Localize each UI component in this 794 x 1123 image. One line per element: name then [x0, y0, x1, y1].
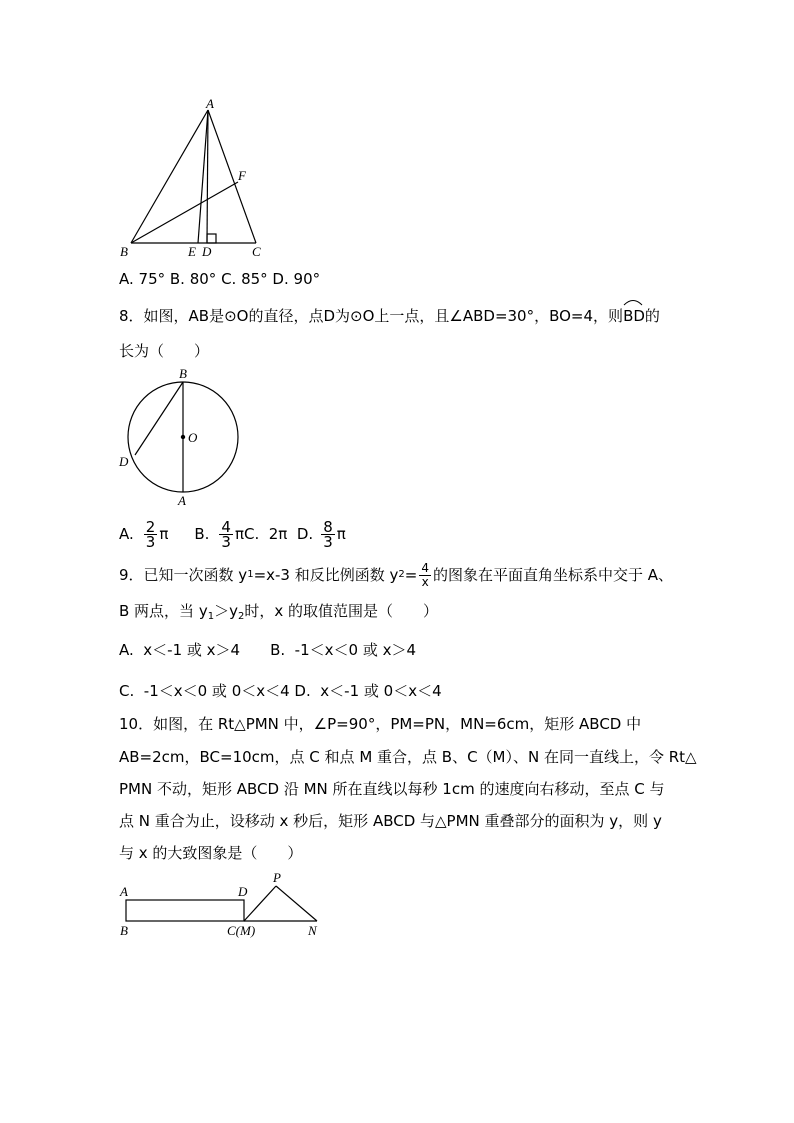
- q8-stem-part2: 的: [644, 307, 660, 325]
- q8-option-a-frac: [144, 517, 158, 551]
- q8-label-D: D: [119, 454, 129, 469]
- q8-stem-part1: 8．如图，AB是⊙O的直径，点D为⊙O上一点，且∠ABD=30°，BO=4，则: [119, 307, 624, 325]
- frac-num: 4: [221, 517, 231, 536]
- q8-arc-label: BD: [623, 307, 645, 325]
- q8-label-B: B: [179, 366, 187, 381]
- q8-option-b-frac: [219, 517, 233, 551]
- q8-option-a-suffix: π: [159, 525, 169, 543]
- frac-den: x: [421, 574, 429, 589]
- q10-label-D: D: [238, 884, 248, 899]
- q8-label-A: A: [178, 493, 186, 508]
- frac-num: 8: [323, 517, 333, 536]
- q7-label-E: E: [188, 244, 196, 259]
- q10-label-N: N: [308, 923, 317, 938]
- q8-circle-figure: [112, 364, 247, 510]
- q9-sub2: 2: [398, 569, 405, 580]
- q8-option-d-suffix: π: [336, 525, 346, 543]
- q9-sub1: 1: [247, 569, 254, 580]
- q10-line3: PMN 不动，矩形 ABCD 沿 MN 所在直线以每秒 1cm 的速度向右移动，至点 C 与: [119, 780, 665, 798]
- q8-option-b-prefix: B.: [194, 525, 210, 543]
- q7-label-D: D: [202, 244, 212, 259]
- q10-line4: 点 N 重合为止，设移动 x 秒后，矩形 ABCD 与△PMN 重叠部分的面积为 y，则 y: [119, 812, 662, 830]
- q9-stem-a: 9．已知一次函数 y: [119, 566, 248, 584]
- q8-label-O: O: [188, 430, 198, 445]
- q9-frac: [419, 562, 431, 589]
- q10-line5: 与 x 的大致图象是（ ）: [119, 844, 303, 862]
- q9-stem-b: =x-3 和反比例函数 y: [253, 566, 399, 584]
- q8-arc-bd: [623, 305, 645, 327]
- frac-num: 2: [145, 517, 156, 536]
- frac-den: 3: [323, 532, 333, 551]
- q9-line2-sub1: 1: [207, 611, 215, 622]
- q7-label-A: A: [206, 96, 214, 111]
- q9-stem-line2: [119, 600, 438, 628]
- q10-label-A: A: [120, 884, 128, 899]
- q8-stem-line1: [119, 305, 660, 327]
- q10-rect-triangle-figure: [112, 866, 332, 942]
- q8-options: [119, 518, 346, 550]
- q9-line2-b: ＞y: [214, 602, 238, 620]
- q7-triangle-figure: [110, 96, 280, 262]
- frac-den: 3: [221, 532, 231, 551]
- q10-label-B: B: [120, 923, 128, 938]
- q9-line2-sub2: 2: [237, 611, 245, 622]
- q8-option-a-prefix: A.: [119, 525, 134, 543]
- q8-option-d-frac: [321, 517, 335, 551]
- q10-line1: 10．如图，在 Rt△PMN 中，∠P=90°，PM=PN，MN=6cm，矩形 ABCD 中: [119, 715, 642, 733]
- frac-num: 4: [421, 560, 429, 575]
- q9-stem-line1: [119, 558, 673, 592]
- q7-options: A. 75° B. 80° C. 85° D. 90°: [119, 270, 321, 288]
- q9-line2-c: 时，x 的取值范围是（ ）: [244, 602, 439, 620]
- q7-label-F: F: [238, 168, 246, 183]
- q10-line2: AB=2cm，BC=10cm，点 C 和点 M 重合，点 B、C（M）、N 在同一直线上，令 Rt△: [119, 748, 697, 766]
- frac-den: 3: [145, 532, 156, 551]
- q9-line2-a: B 两点，当 y: [119, 602, 208, 620]
- q10-label-CM: C(M): [227, 923, 256, 938]
- q10-label-P: P: [273, 870, 281, 885]
- q8-option-b-suffix: πC. 2π D.: [234, 525, 314, 543]
- q8-stem-line2: 长为（ ）: [119, 342, 210, 360]
- q7-label-B: B: [120, 244, 128, 259]
- q9-stem-c: =: [404, 566, 418, 584]
- q9-options-cd: C. -1＜x＜0 或 0＜x＜4 D. x＜-1 或 0＜x＜4: [119, 682, 442, 700]
- q9-stem-d: 的图象在平面直角坐标系中交于 A、: [433, 566, 674, 584]
- q7-label-C: C: [252, 244, 261, 259]
- q9-options-ab: A. x＜-1 或 x＞4 B. -1＜x＜0 或 x＞4: [119, 641, 417, 659]
- arc-symbol-icon: [623, 298, 643, 306]
